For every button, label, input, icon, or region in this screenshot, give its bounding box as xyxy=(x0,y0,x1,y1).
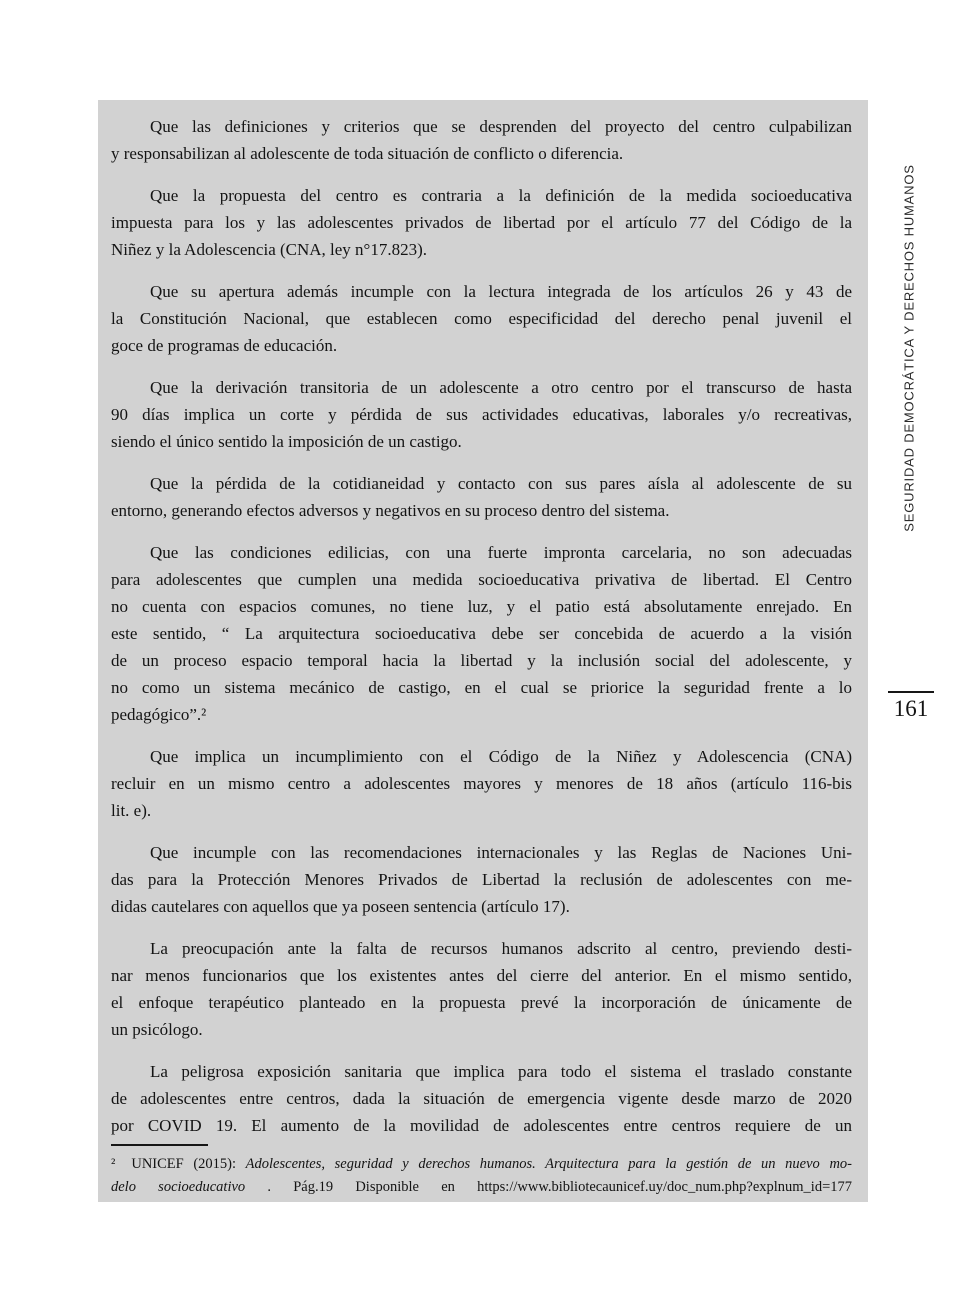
paragraph-line: Que implica un incumplimiento con el Código de la Niñez y Adolescencia (CNA) xyxy=(150,747,852,766)
paragraph-line: siendo el único sentido la imposición de un castigo. xyxy=(111,432,462,451)
paragraph-line: didas cautelares con aquellos que ya poseen sentencia (artículo 17). xyxy=(111,897,570,916)
paragraph-line: Que las condiciones edilicias, con una fuerte impronta carcelaria, no son adecuadas xyxy=(150,543,852,562)
paragraph-line: 90 días implica un corte y pérdida de sus actividades educativas, laborales y/o recreativas, xyxy=(111,405,852,424)
page-number-block xyxy=(888,691,934,722)
paragraph xyxy=(111,539,852,728)
footnote-line xyxy=(111,1153,852,1176)
footnote xyxy=(111,1153,852,1199)
footnote-text-segment: . Pág.19 Disponible en https://www.bibliotecaunicef.uy/doc_num.php?explnum_id=177 xyxy=(245,1179,852,1195)
content-panel xyxy=(98,100,868,1202)
paragraph-line: no cuenta con espacios comunes, no tiene luz, y el patio está absolutamente enrejado. En xyxy=(111,597,852,616)
paragraph-line: de un proceso espacio temporal hacia la libertad y la inclusión social del adolescente, y xyxy=(111,651,852,670)
paragraph-line: Que las definiciones y criterios que se desprenden del proyecto del centro culpabilizan xyxy=(150,117,852,136)
paragraph-line: y responsabilizan al adolescente de toda situación de conflicto o diferencia. xyxy=(111,144,624,163)
paragraph xyxy=(111,935,852,1043)
paragraph xyxy=(111,1058,852,1139)
paragraph-line: para adolescentes que cumplen una medida socioeducativa privativa de libertad. El Centro xyxy=(111,570,852,589)
footnote-separator xyxy=(111,1144,208,1146)
body-text xyxy=(111,113,852,1154)
sidebar-vertical-label: SEGURIDAD DEMOCRÁTICA Y DERECHOS HUMANOS xyxy=(901,164,917,532)
paragraph-line: un psicólogo. xyxy=(111,1020,203,1039)
paragraph xyxy=(111,743,852,824)
footnote-text-segment: Adolescentes, seguridad y derechos humanos. Arquitectura para la gestión de un nuevo mo- xyxy=(245,1156,852,1172)
paragraph-line: Que la derivación transitoria de un adolescente a otro centro por el transcurso de hasta xyxy=(150,378,852,397)
page-number-rule xyxy=(888,691,934,693)
paragraph-line: La peligrosa exposición sanitaria que implica para todo el sistema el traslado constante xyxy=(150,1062,852,1081)
paragraph-line: Que la propuesta del centro es contraria a la definición de la medida socioeducativa xyxy=(150,186,852,205)
paragraph-line: Que incumple con las recomendaciones internacionales y las Reglas de Naciones Uni- xyxy=(150,843,852,862)
paragraph-line: no como un sistema mecánico de castigo, en el cual se priorice la seguridad frente a lo xyxy=(111,678,852,697)
paragraph-line: Que la pérdida de la cotidianeidad y contacto con sus pares aísla al adolescente de su xyxy=(150,474,852,493)
paragraph-line: pedagógico”.² xyxy=(111,705,207,724)
paragraph-line: nar menos funcionarios que los existentes antes del cierre del anterior. En el mismo sentido, xyxy=(111,966,852,985)
paragraph-line: la Constitución Nacional, que establecen como especificidad del derecho penal juvenil el xyxy=(111,309,852,328)
footnote-text-segment: delo socioeducativo xyxy=(111,1179,246,1195)
paragraph-line: por COVID 19. El aumento de la movilidad de adolescentes entre centros requiere de un xyxy=(111,1116,852,1135)
footnote-line xyxy=(111,1176,852,1199)
footnote-marker: ² xyxy=(111,1156,116,1172)
paragraph-line: el enfoque terapéutico planteado en la propuesta prevé la incorporación de únicamente de xyxy=(111,993,852,1012)
paragraph-line: entorno, generando efectos adversos y negativos en su proceso dentro del sistema. xyxy=(111,501,670,520)
paragraph-line: Niñez y la Adolescencia (CNA, ley n°17.823). xyxy=(111,240,428,259)
paragraph-line: goce de programas de educación. xyxy=(111,336,338,355)
paragraph-line: lit. e). xyxy=(111,801,152,820)
paragraph xyxy=(111,113,852,167)
paragraph xyxy=(111,374,852,455)
page-number: 161 xyxy=(893,696,929,721)
paragraph-line: este sentido, “ La arquitectura socioeducativa debe ser concebida de acuerdo a la visión xyxy=(111,624,852,643)
paragraph xyxy=(111,278,852,359)
paragraph-line: impuesta para los y las adolescentes privados de libertad por el artículo 77 del Código de la xyxy=(111,213,852,232)
paragraph-line: das para la Protección Menores Privados de Libertad la reclusión de adolescentes con me- xyxy=(111,870,852,889)
paragraph-line: recluir en un mismo centro a adolescentes mayores y menores de 18 años (artículo 116-bis xyxy=(111,774,852,793)
paragraph-line: Que su apertura además incumple con la lectura integrada de los artículos 26 y 43 de xyxy=(150,282,852,301)
paragraph xyxy=(111,470,852,524)
paragraph xyxy=(111,182,852,263)
paragraph-line: La preocupación ante la falta de recursos humanos adscrito al centro, previendo desti- xyxy=(150,939,852,958)
paragraph-line: de adolescentes entre centros, dada la situación de emergencia vigente desde marzo de 2020 xyxy=(111,1089,852,1108)
paragraph xyxy=(111,839,852,920)
footnote-text-segment: UNICEF (2015): xyxy=(131,1156,246,1172)
